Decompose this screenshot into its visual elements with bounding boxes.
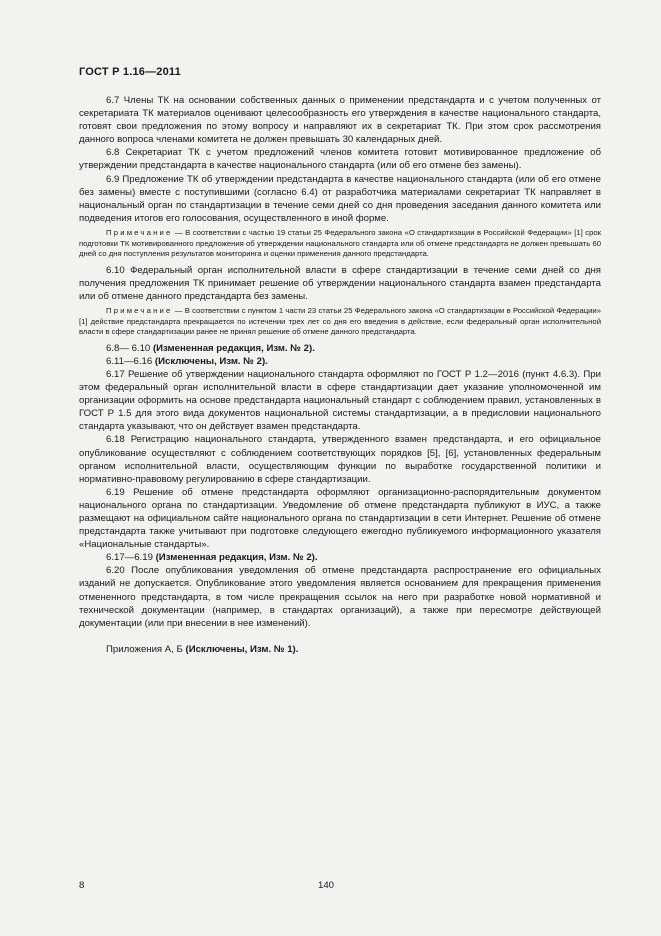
page-header-standard-code: ГОСТ Р 1.16—2011 (79, 66, 181, 78)
note-2-text: — В соответствии с пунктом 1 части 23 статьи 25 Федерального закона «О стандартизации в Российской Федерации» [1] действие предстандарта прекращается по истечении трех лет со дня его введения в действие, если федеральный орган исполнительной власти в сфере стандартизации ранее не принял решение об отмене данного предстандарта. (79, 306, 601, 337)
change-range: 6.11—6.16 (106, 355, 155, 367)
change-note-6-17-6-19 (79, 551, 601, 564)
paragraph-6-10: 6.10 Федеральный орган исполнительной власти в сфере стандартизации в течение семи дней со дня получения предложения ТК принимает решение об утверждении национального стандарта взамен предстандарта или об отмене данного предстандарта без замены. (79, 264, 601, 302)
paragraph-6-7: 6.7 Члены ТК на основании собственных данных о применении предстандарта и с учетом полученных от секретариата ТК материалов оценивают целесообразность его утверждения в качестве национального стандарта, готовят свои предложения по этому вопросу и направляют их в секретариат ТК. При этом срок рассмотрения данного вопроса членами комитета не должен превышать 30 календарных дней. (79, 95, 601, 146)
change-range: 6.17—6.19 (106, 552, 156, 564)
paragraph-6-20: 6.20 После опубликования уведомления об отмене предстандарта распространение его официальных изданий не допускается. Опубликование этого уведомления является основанием для прекращения применения отмененного предстандарта, в том числе прекращения ссылок на него при разработке новой нормативной и технической документации (например, в стандартах организаций), а также при пересмотре действующей документации (или при внесении в нее изменений). (79, 565, 601, 629)
paragraph-6-9: 6.9 Предложение ТК об утверждении предстандарта в качестве национального стандарта (или об его отмене без замены) вместе с поступившими (согласно 6.4) от разработчика материалами секретариат ТК направляет в национальный орган по стандартизации в течение семи дней со дня проведения заседания данного комитета или подведения итогов его голосования, осуществленного в иной форме. (79, 173, 601, 224)
spacer (79, 630, 601, 643)
paragraph-6-8: 6.8 Секретариат ТК с учетом предложений членов комитета готовит мотивированное предложение об утверждении предстандарта в качестве национального стандарта (или об его отмене без замены). (79, 147, 601, 172)
document-body (79, 94, 601, 656)
change-note-6-11-6-16 (79, 355, 601, 368)
change-status: (Измененная редакция, Изм. № 2). (152, 342, 315, 354)
annex-note (79, 643, 601, 656)
page-number-center: 140 (318, 880, 335, 891)
paragraph-6-19: 6.19 Решение об отмене предстандарта оформляют организационно-распорядительным документом национального органа по стандартизации. Уведомление об отмене предстандарта публикуют в ИУС, а также размещают на официальном сайте национального органа по стандартизации в сети Интернет. Решение об отмене предстандарта также учитывают при подготовке следующего ежегодно публикуемого информационного указателя «Национальные стандарты». (79, 486, 601, 551)
page-number-left: 8 (79, 880, 85, 891)
paragraph-6-18: 6.18 Регистрацию национального стандарта, утвержденного взамен предстандарта, и его официальное опубликование осуществляют с соблюдением соответствующих порядков [5], [6], установленных федеральным органом исполнительной власти, осуществляющим функции по выработке государственной политики и нормативно-правовому регулированию в сфере стандартизации. (79, 434, 601, 485)
note-1-text: — В соответствии с частью 19 статьи 25 Федерального закона «О стандартизации в Российской Федерации» [1] срок подготовки ТК мотивированного предложения об утверждении национального стандарта или об отмене предстандарта не должен превышать 60 дней со дня поступления результатов мониторинга и оценки применения данного предстандарта. (79, 227, 601, 259)
change-range: 6.8— 6.10 (106, 342, 153, 354)
note-2-label: Примечание (106, 306, 173, 315)
change-note-6-8-6-10 (79, 342, 601, 355)
annex-status: (Исключены, Изм. № 1). (185, 643, 299, 655)
change-status: (Измененная редакция, Изм. № 2). (155, 552, 318, 564)
annex-text: Приложения А, Б (106, 643, 186, 655)
change-status: (Исключены, Изм. № 2). (154, 355, 268, 367)
paragraph-6-17: 6.17 Решение об утверждении национального стандарта оформляют по ГОСТ Р 1.2—2016 (пункт 4.6.3). При этом федеральный орган исполнительной власти в сфере стандартизации дает указание уполномоченной им организации оформить на основе предстандарта национальный стандарт с соблюдением правил, установленных в ГОСТ Р 1.5 для этого вида документов национальной системы стандартизации, а в предисловии национального стандарта указывают, что он действует взамен предстандарта. (79, 368, 601, 433)
note-1-label: Примечание (106, 227, 173, 237)
note-2 (79, 306, 601, 338)
note-1 (79, 228, 601, 260)
